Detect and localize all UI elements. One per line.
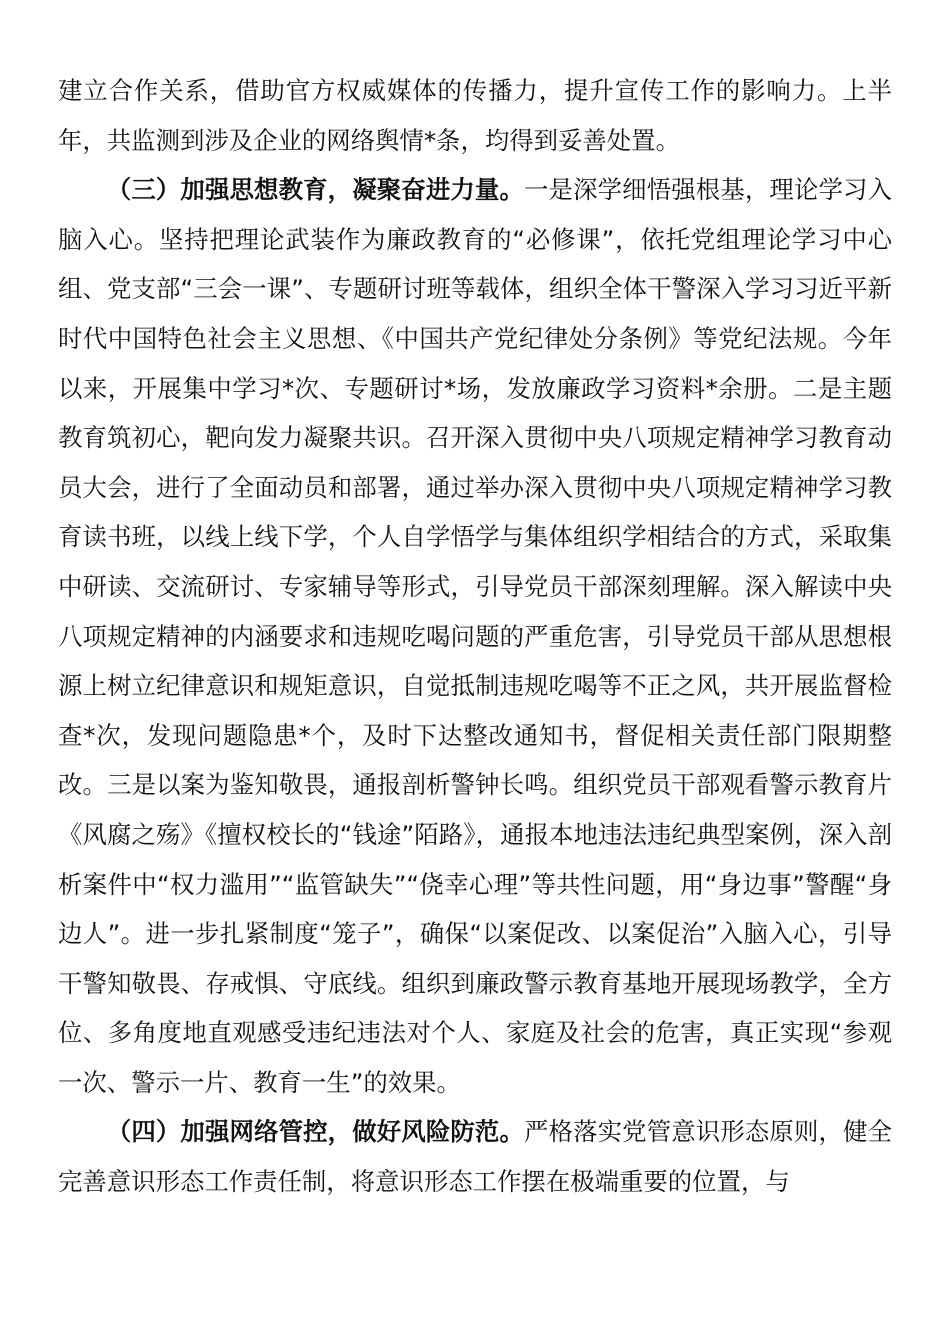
paragraph-section-3 [58, 165, 892, 1107]
paragraph-text: 严格落实党管意识形态原则，健全完善意识形态工作责任制，将意识形态工作摆在极端重要的位置，与 [58, 1117, 892, 1197]
section-heading: （三）加强思想教育，凝聚奋进力量。 [106, 175, 525, 205]
paragraph-text: 建立合作关系，借助官方权威媒体的传播力，提升宣传工作的影响力。上半年，共监测到涉及企业的网络舆情*条，均得到妥善处置。 [58, 76, 892, 155]
paragraph-section-4 [58, 1107, 892, 1206]
section-heading: （四）加强网络管控，做好风险防范。 [106, 1117, 525, 1147]
document-page [58, 66, 892, 1207]
paragraph-text: 一是深学细悟强根基，理论学习入脑入心。坚持把理论武装作为廉政教育的“必修课”，依托党组理论学习中心组、党支部“三会一课”、专题研讨班等载体，组织全体干警深入学习习近平新时代中国特色社会主义思想、《中国共产党纪律处分条例》等党纪法规。今年以来，开展集中学习*次、专题研讨*场，发放廉政学习资料*余册。二是主题教育筑初心，靶向发力凝聚共识。召开深入贯彻中央八项规定精神学习教育动员大会，进行了全面动员和部署，通过举办深入贯彻中央八项规定精神学习教育读书班，以线上线下学，个人自学悟学与集体组织学相结合的方式，采取集中研读、交流研讨、专家辅导等形式，引导党员干部深刻理解。深入解读中央八项规定精神的内涵要求和违规吃喝问题的严重危害，引导党员干部从思想根源上树立纪律意识和规矩意识，自觉抵制违规吃喝等不正之风，共开展监督检查*次，发现问题隐患*个，及时下达整改通知书，督促相关责任部门限期整改。三是以案为鉴知敬畏，通报剖析警钟长鸣。组织党员干部观看警示教育片《风腐之殇》《擅权校长的“钱途”陌路》，通报本地违法违纪典型案例，深入剖析案件中“权力滥用”“监管缺失”“侥幸心理”等共性问题，用“身边事”警醒“身边人”。进一步扎紧制度“笼子”，确保“以案促改、以案促治”入脑入心，引导干警知敬畏、存戒惧、守底线。组织到廉政警示教育基地开展现场教学，全方位、多角度地直观感受违纪违法对个人、家庭及社会的危害，真正实现“参观一次、警示一片、教育一生”的效果。 [58, 175, 892, 1097]
paragraph-continuation [58, 66, 892, 165]
